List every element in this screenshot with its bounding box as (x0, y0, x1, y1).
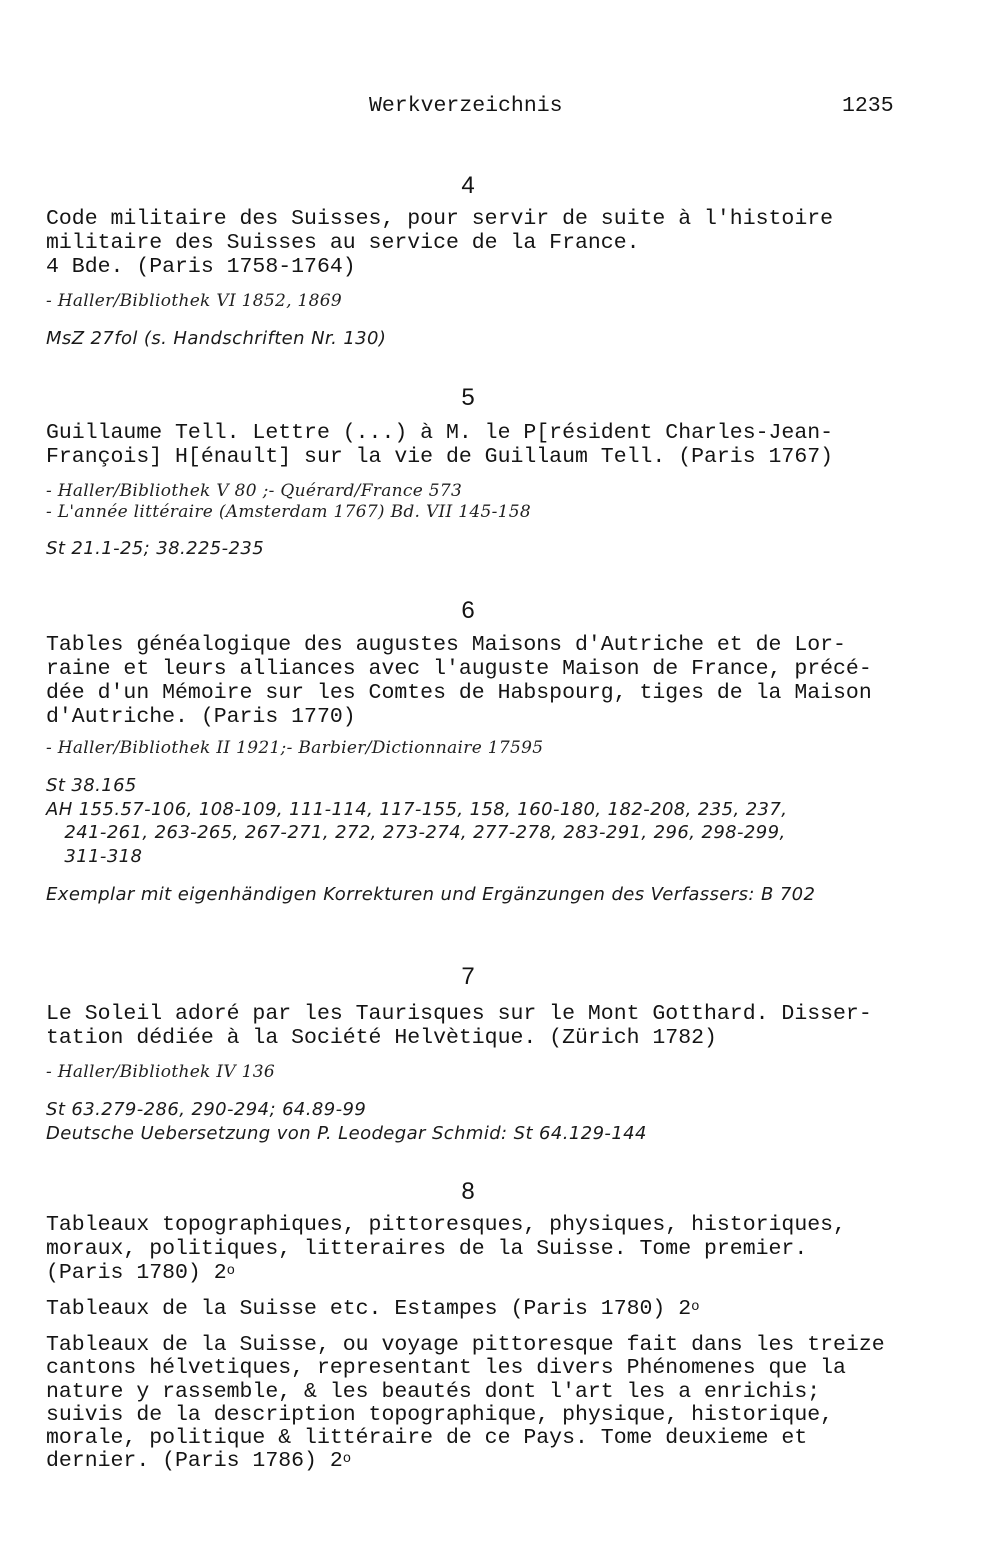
entry-title (46, 421, 833, 469)
entry-title-line (46, 1450, 885, 1475)
entry-title-line: tation dédiée à la Société Helvètique. (Zürich 1782) (46, 1026, 717, 1050)
entry-holding: AH 155.57-106, 108-109, 111-114, 117-155, 158, 160-180, 182-208, 235, 237, (46, 798, 788, 820)
entry-holdings (46, 774, 787, 868)
entry-holding: St 38.165 (46, 775, 137, 796)
entry-title (46, 1297, 700, 1323)
entry-number: 6 (461, 597, 475, 624)
entry-title-line (46, 1261, 846, 1287)
entry-title (46, 1002, 872, 1050)
entry-number: 7 (461, 963, 475, 990)
entry-title-line: François] H[énault] sur la vie de Guillaum Tell. (Paris 1767) (46, 445, 834, 469)
entry-title-text: Tableaux de la Suisse etc. Estampes (Paris 1780) 2 (46, 1297, 692, 1321)
entry-title-line: suivis de la description topographique, physique, historique, (46, 1402, 834, 1427)
entry-number: 5 (461, 384, 475, 411)
entry-title (46, 633, 872, 729)
entry-reference: - Haller/Bibliothek IV 136 (46, 1062, 276, 1082)
entry-title-line: Tableaux topographiques, pittoresques, physiques, historiques, (46, 1213, 846, 1237)
entry-holding: St 63.279-286, 290-294; 64.89-99 (46, 1099, 367, 1120)
entry-holding: 241-261, 263-265, 267-271, 272, 273-274, 277-278, 283-291, 296, 298-299, (46, 822, 786, 843)
entry-holdings (46, 1098, 647, 1145)
entry-title-line: Le Soleil adoré par les Taurisques sur le Mont Gotthard. Disser- (46, 1002, 872, 1026)
entry-title-line: dée d'un Mémoire sur les Comtes de Habspourg, tiges de la Maison (46, 681, 872, 705)
entry-holding: St 21.1-25; 38.225-235 (46, 538, 265, 559)
entry-title-line: Tables généalogique des augustes Maisons d'Autriche et de Lor- (46, 633, 846, 657)
entry-title-line: Code militaire des Suisses, pour servir de suite à l'histoire (46, 207, 834, 231)
entry-holding: 311-318 (46, 845, 143, 867)
entry-reference: - Haller/Bibliothek II 1921;- Barbier/Dictionnaire 17595 (46, 738, 544, 758)
entry-title-line: Tableaux de la Suisse, ou voyage pittoresque fait dans les treize (46, 1333, 885, 1357)
entry-title-line: militaire des Suisses au service de la France. (46, 231, 640, 255)
entry-title-line: raine et leurs alliances avec l'auguste Maison de France, précé- (46, 657, 872, 681)
entry-title-line: Guillaume Tell. Lettre (...) à M. le P[résident Charles-Jean- (46, 421, 834, 445)
entry-title-text: dernier. (Paris 1786) 2 (46, 1449, 343, 1474)
format-superscript: o (691, 1299, 700, 1315)
format-superscript: o (226, 1263, 236, 1279)
entry-title-line: 4 Bde. (Paris 1758-1764) (46, 255, 356, 279)
entry-title (46, 1213, 846, 1287)
entry-holding: Deutsche Uebersetzung von P. Leodegar Schmid: St 64.129-144 (46, 1122, 647, 1144)
running-title: Werkverzeichnis (369, 94, 563, 118)
format-superscript: o (342, 1451, 352, 1468)
entry-title (46, 1334, 885, 1476)
entry-title-line: morale, politique & littéraire de ce Pays. Tome deuxieme et (46, 1426, 808, 1451)
entry-title-line (46, 1297, 700, 1323)
entry-reference: - Haller/Bibliothek VI 1852, 1869 (46, 291, 342, 311)
entry-title (46, 207, 833, 279)
entry-title-line: cantons hélvetiques, representant les divers Phénomenes que la (46, 1356, 846, 1381)
entry-note: Exemplar mit eigenhändigen Korrekturen und Ergänzungen des Verfassers: B 702 (46, 884, 816, 905)
entry-title-line: nature y rassemble, & les beautés dont l'art les a enrichis; (46, 1379, 821, 1404)
entry-reference: - L'année littéraire (Amsterdam 1767) Bd. VII 145-158 (46, 502, 532, 522)
entry-number: 4 (461, 172, 475, 199)
entry-title-line: d'Autriche. (Paris 1770) (46, 705, 356, 729)
page-number: 1235 (842, 94, 894, 118)
entry-reference: - Haller/Bibliothek V 80 ;- Quérard/France 573 (46, 481, 463, 501)
entry-title-text: (Paris 1780) 2 (46, 1261, 227, 1285)
entry-number: 8 (461, 1178, 475, 1205)
entry-title-line: moraux, politiques, litteraires de la Suisse. Tome premier. (46, 1237, 808, 1261)
entry-holding: MsZ 27fol (s. Handschriften Nr. 130) (46, 328, 387, 349)
